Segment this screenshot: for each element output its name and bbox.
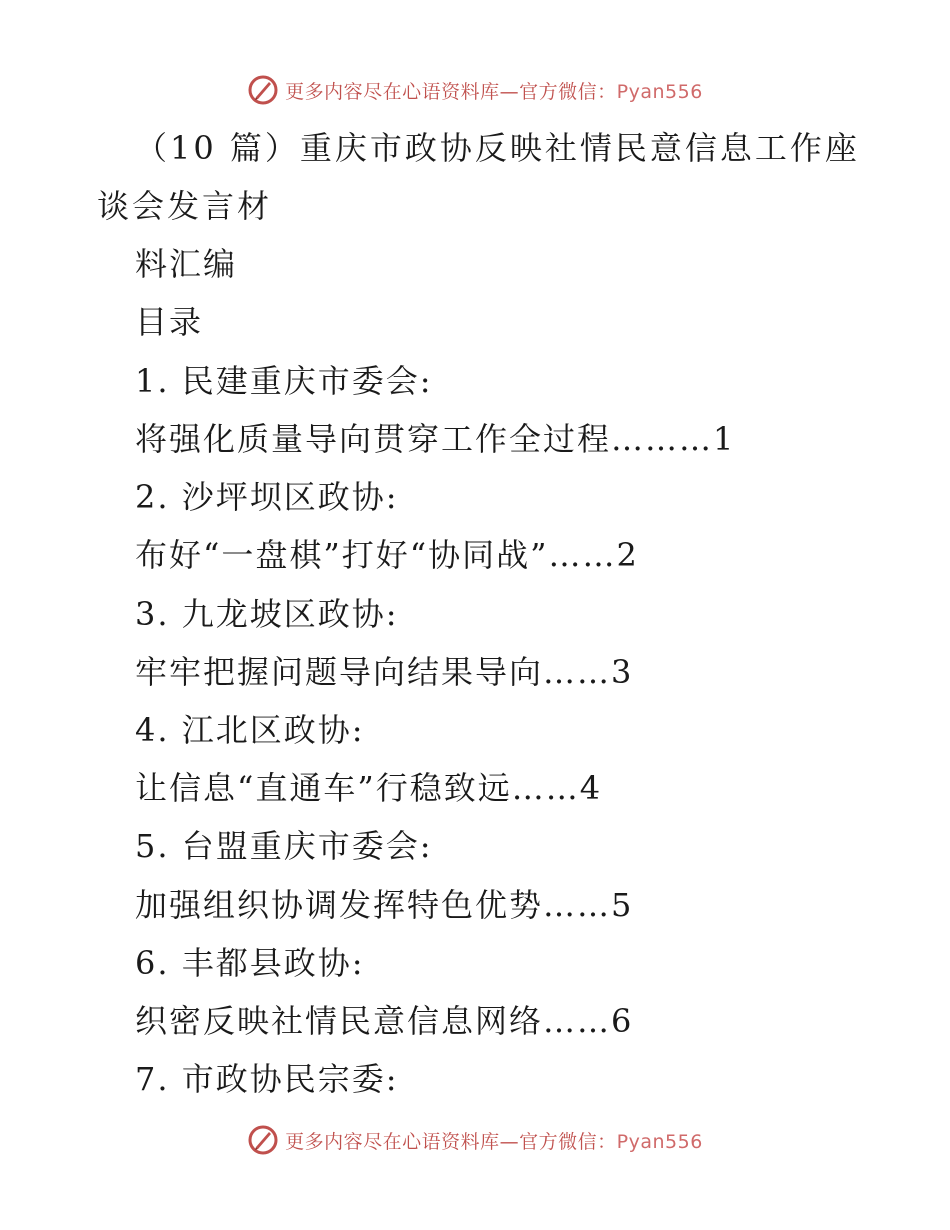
watermark-footer bbox=[0, 1120, 950, 1160]
toc-entry-3-org: 3. 九龙坡区政协: bbox=[135, 595, 399, 633]
toc-entry-6-org: 6. 丰都县政协: bbox=[135, 944, 365, 982]
toc-entry-5-title: 加强组织协调发挥特色优势……5 bbox=[135, 886, 634, 924]
document-title-line-1: （10 篇）重庆市政协反映社情民意信息工作座 bbox=[135, 129, 860, 167]
watermark-text: 更多内容尽在心语资料库—官方微信：Pyan556 bbox=[285, 80, 703, 103]
toc-entry-7-org: 7. 市政协民宗委: bbox=[135, 1060, 399, 1098]
toc-entry-3-title: 牢牢把握问题导向结果导向……3 bbox=[135, 653, 634, 691]
toc-entry-6-title: 织密反映社情民意信息网络……6 bbox=[135, 1002, 634, 1040]
toc-entry-1-title: 将强化质量导向贯穿工作全过程………1 bbox=[135, 420, 736, 458]
toc-entry-2-title: 布好“一盘棋”打好“协同战”……2 bbox=[135, 536, 639, 574]
toc-heading: 目录 bbox=[135, 303, 204, 341]
quill-logo-icon bbox=[247, 1124, 279, 1156]
toc-entry-4-title: 让信息“直通车”行稳致远……4 bbox=[135, 769, 603, 807]
document-title-line-2: 谈会发言材 bbox=[97, 187, 273, 225]
toc-entry-2-org: 2. 沙坪坝区政协: bbox=[135, 478, 399, 516]
watermark-text: 更多内容尽在心语资料库—官方微信：Pyan556 bbox=[285, 1130, 703, 1153]
toc-entry-4-org: 4. 江北区政协: bbox=[135, 711, 365, 749]
toc-entry-1-org: 1. 民建重庆市委会: bbox=[135, 362, 433, 400]
toc-entry-5-org: 5. 台盟重庆市委会: bbox=[135, 827, 433, 865]
document-title-line-3: 料汇编 bbox=[135, 245, 238, 283]
